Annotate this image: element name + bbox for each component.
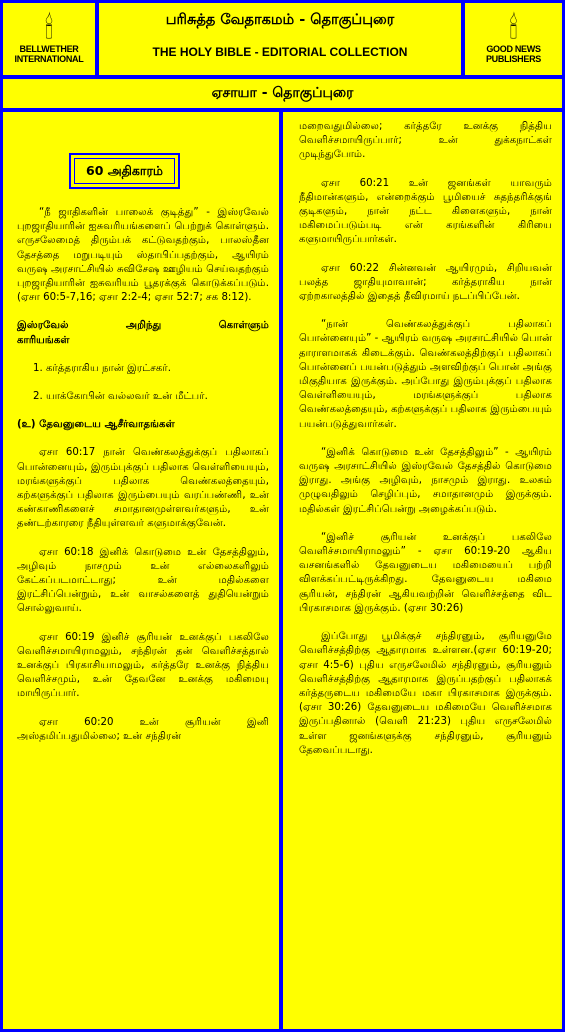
verse-paragraph: மறைவதுமில்லை; கர்த்தரே உனக்கு நித்திய வெளிச்சமாயிருப்பார்; உன் துக்கநாட்கள் முடிந்துபோம். — [299, 121, 552, 161]
commentary-paragraph: இப்போது பூமிக்குச் சந்திரனும், சூரியனுமே வெளிச்சத்திற்கு ஆதாரமாக உள்ளன.(ஏசா 60:19-20; ஏசா 4:5-6) புதிய எருசலேமில் சந்திரனும், சூரியனும் வெளிச்சத்திற்கு ஆதாரமாக இருப்பதற்குப் பதிலாகக் கர்த்தருடைய மகிமையே மகா பிரகாசமாக இருக்கும். (ஏசா 30:26) தேவனுடைய மகிமையே வெளிச்சமாக இருப்பதினால் (வெளி 21:23) புதிய எருசலேமில் உள்ள ஜனங்களுக்கு சந்திரனும், சூரியனும் தேவைப்படாது. — [299, 631, 552, 756]
verse-paragraph: ஏசா 60:20 உன் சூரியன் இனி அஸ்தமிப்பதுமில்லை; உன் சந்திரன் — [17, 716, 269, 742]
intro-paragraph: “நீ ஜாதிகளின் பாலைக் குடித்து” - இஸ்ரவேல் புறஜாதியாரின் ஐசுவரியங்களைப் பெற்றுக் கொள்ளும். எருசலேமைத் திரும்பக் கட்டுவதற்கும், பாலஸ்தீன தேசத்தை மறுபடியும் ஸ்தாபிப்பதற்கும், ஆயிரம் வருஷ அரசாட்சியில் சுவிசேஷ ஊழியம் செய்வதற்கும் புறஜாதியாரின் ஐசுவரியம் பூதரக்குக் கொடுக்கப்படும்.(ஏசா 60:5-7,16; ஏசா 2:2-4; ஏசா 52:7; சக 8:12). — [17, 207, 269, 304]
bellwether-logo — [3, 3, 95, 75]
commentary-paragraph: “இனிச் சூரியன் உனக்குப் பகலிலே வெளிச்சமாயிராமலும்” - ஏசா 60:19-20 ஆகிய வசனங்களில் தேவனுடைய மகிமையைப் பற்றி விளக்கப்பட்டிருக்கிறது. தேவனுடைய மகிமை சூரியன், சந்திரன் ஆகியவற்றின் வெளிச்சத்தை விட பிரகாசமாக இருக்கும். (ஏசா 30:26) — [299, 531, 552, 614]
verse-paragraph: ஏசா 60:17 நான் வெண்கலத்துக்குப் பதிலாகப் பொன்னையும், இரும்புக்குப் பதிலாக வெள்ளியையும், மரங்களுக்குப் பதிலாக வெண்கலத்தையும், கற்களுக்குப் பதிலாக இரும்பையும் வரப்பண்ணி, உன் கண்காணிகளைச் சமாதானமுள்ளவர்களும், உன் தண்டற்காரரை நீதியுள்ளவர் களுமாக்குவேன். — [17, 447, 269, 530]
commentary-paragraph: “இனிக் கொடுமை உன் தேசத்திலும்” - ஆயிரம் வருஷ அரசாட்சியில் இஸ்ரவேல் தேசத்தில் கொடுமை இராது. அங்கு அழிவும், நாசமும் இராது. உலகம் முழுவதிலும் செழிப்பும், சமாதானமும் இருக்கும். மதில்கள் இரட்சிப்பென்று அழைக்கப்படும். — [299, 446, 552, 515]
chapter-label-text: 60 அதிகாரம் — [86, 162, 163, 178]
header-title-tamil: பரிசுத்த வேதாகமம் - தொகுப்புரை — [165, 12, 395, 28]
verse-paragraph: ஏசா 60:22 சின்னவன் ஆயிரமும், சிறியவன் பலத்த ஜாதியுமாவான்; கர்த்தராகிய நான் ஏற்றகாலத்தில் இதைத் தீவிரமாய் நடப்பிப்பேன். — [299, 262, 552, 303]
lamp-icon: 🕯 — [509, 11, 518, 46]
verse-paragraph: ஏசா 60:21 உன் ஜனங்கள் யாவரும் நீதிமான்களும், என்றைக்கும் பூமியைச் சுதந்தரிக்குங் குடிகளும், நான் நட்ட கிளைகளும், நான் மகிமைப்படும்படி என் கரங்களின் கிரியை களுமாயிருப்பார்கள். — [299, 177, 552, 246]
commentary-paragraph: “நான் வெண்கலத்துக்குப் பதிலாகப் பொன்னையும்” - ஆயிரம் வருஷ அரசாட்சியில் பொன் தாராளமாகக் கிடைக்கும். வெண்கலத்திற்குப் பதிலாகப் பொன்னைப் பயன்படுத்தும் அளவிற்குப் பொன் அங்கு மிகுதியாக இருக்கும். அப்போது இரும்புக்குப் பதிலாக வெள்ளியையும், மரங்களுக்குப் பதிலாக வெண்கலத்தையும், கற்களுக்குப் பதிலாக இரும்பையும் பயன்படுத்துவார்கள். — [299, 319, 552, 430]
good-news-logo — [465, 3, 562, 75]
subheader-bar — [3, 79, 562, 108]
good-news-logo-text: GOOD NEWS PUBLISHERS — [485, 44, 541, 64]
header-title-box — [99, 3, 461, 75]
verse-paragraph: ஏசா 60:19 இனிச் சூரியன் உனக்குப் பகலிலே வெளிச்சமாயிராமலும், சந்திரன் தன் வெளிச்சத்தால் உனக்குப் பிரகாசியாமலும், கர்த்தரே உனக்கு நித்திய வெளிச்சமும், உன் தேவனே உனக்கு மகிமையு மாயிருப்பார். — [17, 631, 269, 700]
section-heading: இஸ்ரவேல் அறிந்து கொள்ளும் காரியங்கள் — [17, 320, 269, 346]
blessings-heading: (உ) தேவனுடைய ஆசீர்வாதங்கள் — [17, 419, 175, 431]
list-item: 2. யாக்கோபின் வல்லவர் உன் மீட்பர். — [33, 391, 208, 403]
list-item: 1. கர்த்தராகிய நான் இரட்சகர். — [33, 362, 171, 374]
header-title-english: THE HOLY BIBLE - EDITORIAL COLLECTION — [152, 45, 408, 59]
lamp-icon: 🕯 — [44, 11, 54, 46]
right-column — [283, 112, 562, 1029]
chapter-label — [69, 153, 180, 189]
verse-paragraph: ஏசா 60:18 இனிக் கொடுமை உன் தேசத்திலும், அழிவும் நாசமும் உன் எல்லைகளிலும் கேட்கப்படமாட்டாது; உன் மதில்களை இரட்சிப்பென்றும், உன் வாசல்களைத் துதியென்றும் சொல்லுவாய். — [17, 546, 269, 615]
left-column — [3, 112, 279, 1029]
bellwether-logo-text: BELLWETHER INTERNATIONAL — [14, 44, 84, 64]
subheader-title: ஏசாயா - தொகுப்புரை — [211, 84, 354, 101]
